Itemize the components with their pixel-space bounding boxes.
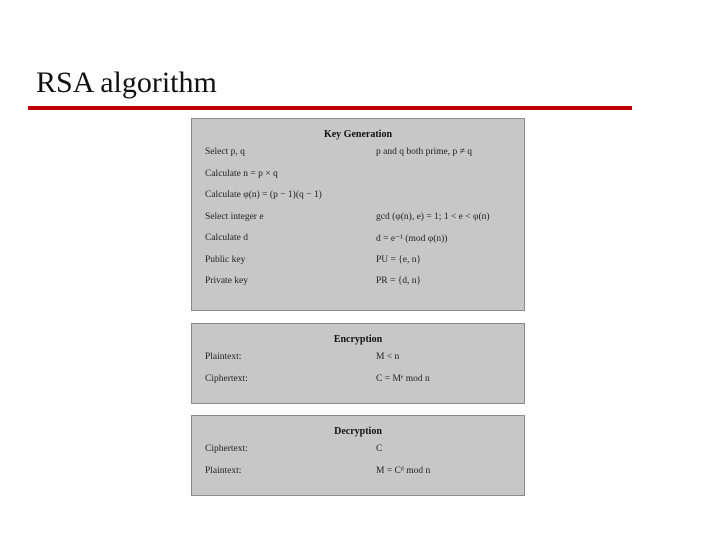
table-row [192,165,524,187]
decryption-heading: Decryption [334,426,382,437]
decryption-panel [191,415,525,496]
encryption-panel [191,323,525,404]
table-row [192,440,524,462]
row-value: d = e⁻¹ (mod φ(n)) [376,234,448,244]
row-label: Select integer e [205,211,264,222]
table-row [192,229,524,251]
row-label: Public key [205,254,246,265]
row-value: PU = {e, n} [376,254,422,265]
slide-title: RSA algorithm [36,66,217,99]
row-label: Calculate d [205,233,248,243]
table-row [192,208,524,230]
row-value: C [376,444,383,454]
row-label: Calculate n = p × q [205,168,278,179]
table-row [192,462,524,484]
table-row [192,251,524,273]
title-underline [28,106,632,110]
row-label: Ciphertext: [205,373,248,384]
row-label: Calculate φ(n) = (p − 1)(q − 1) [205,190,322,200]
row-label: Ciphertext: [205,444,248,454]
encryption-heading: Encryption [333,334,383,345]
row-label: Private key [205,276,249,286]
row-label: Plaintext: [205,352,242,362]
row-value: C = Mᵉ mod n [376,373,430,384]
row-value: gcd (φ(n), e) = 1; 1 < e < φ(n) [376,211,490,222]
table-row [192,143,524,165]
table-row [192,370,524,392]
table-row [192,348,524,370]
row-value: M < n [376,352,400,362]
key-generation-heading: Key Generation [323,129,393,140]
row-value: p and q both prime, p ≠ q [376,147,472,157]
row-value: PR = {d, n} [376,276,422,286]
row-label: Select p, q [205,147,245,157]
table-row [192,186,524,208]
table-row [192,272,524,294]
row-label: Plaintext: [205,465,242,476]
row-value: M = Cᵈ mod n [376,465,431,476]
key-generation-panel [191,118,525,311]
